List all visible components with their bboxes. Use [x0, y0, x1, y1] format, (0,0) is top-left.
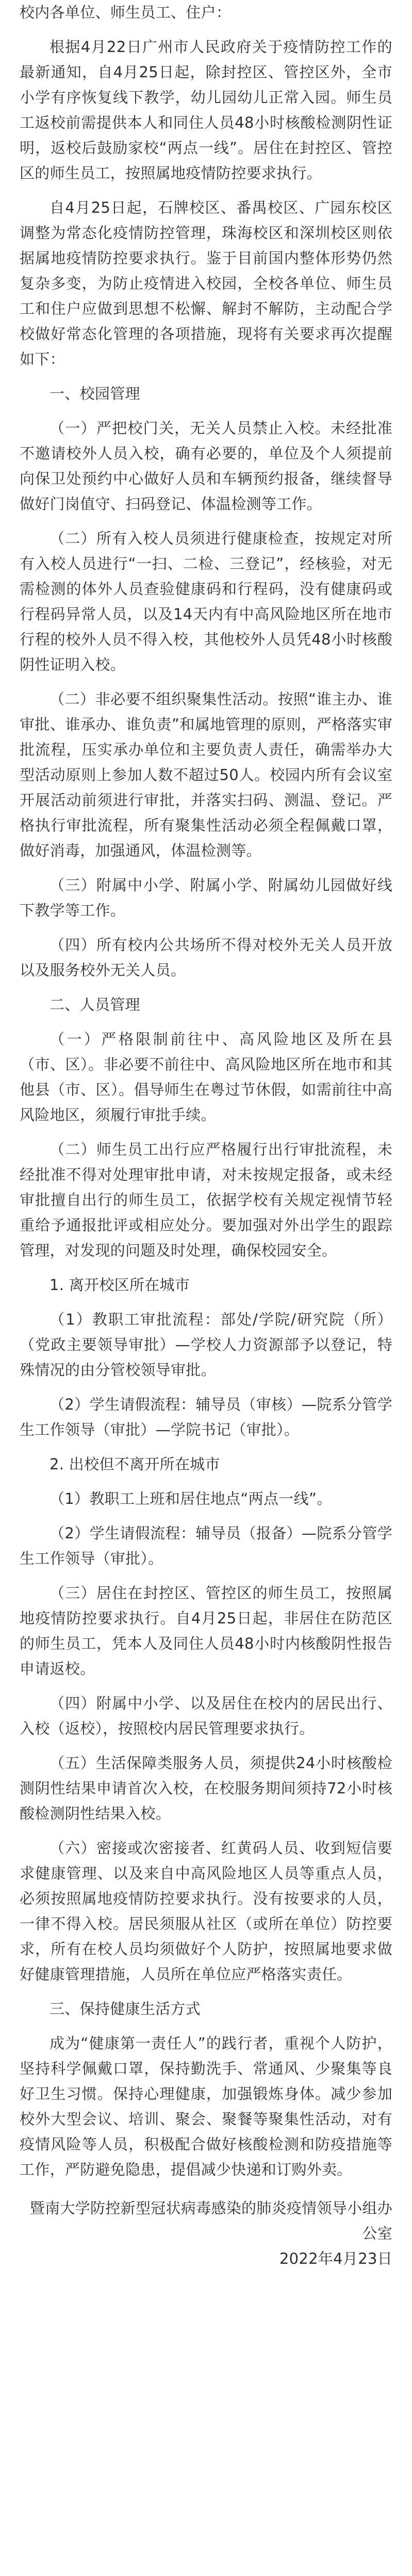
- leave-city-student-process: （2）学生请假流程：辅导员（审核）—院系分管学生工作领导（审批）—学院书记（审批）。: [20, 1396, 392, 1438]
- signature-block: [20, 2196, 392, 2272]
- campus-rule-4: （三）附属中小学、附属小学、附属幼儿园做好线下教学等工作。: [20, 876, 392, 919]
- stay-in-city-student-process: （2）学生请假流程：辅导员（报备）—院系分管学生工作领导（审批）。: [20, 1524, 392, 1567]
- campus-rule-3: （二）非必要不组织聚集性活动。按照“谁主办、谁审批、谁承办、谁负责”和属地管理的原则，严格落实审批流程，压实承办单位和主要负责人责任，确需举办大型活动原则上参加人数不超过50人。校园内所有会议室开展活动前须进行审批，并落实扫码、测温、登记。严格执行审批流程，所有聚集性活动必须全程佩戴口罩，做好消毒，加强通风，体温检测等。: [20, 690, 392, 859]
- section-heading-personnel-management: 二、人员管理: [50, 996, 140, 1013]
- personnel-rule-3: （三）居住在封控区、管控区的师生员工，按照属地疫情防控要求执行。自4月25日起，非居住在防范区的师生员工，凭本人及同住人员48小时内核酸阴性报告申请返校。: [20, 1584, 392, 1677]
- salutation: 校内各单位、师生员工、住户：: [20, 4, 232, 21]
- campus-rule-1: （一）严把校门关，无关人员禁止入校。未经批准不邀请校外人员入校，确有必要的，单位及个人须提前向保卫处预约中心做好人员和车辆预约报备，继续督导做好门岗值守、扫码登记、体温检测等工作。: [20, 419, 392, 513]
- personnel-rule-2: （二）师生员工出行应严格履行出行审批流程，未经批准不得对处理审批申请，对未按规定报备，或未经审批擅自出行的师生员工，依据学校有关规定视情节轻重给予通报批评或相应处分。要加强对外出学生的跟踪管理，对发现的问题及时处理，确保校园安全。: [20, 1141, 392, 1259]
- personnel-rule-6: （六）密接或次密接者、红黄码人员、收到短信要求健康管理、以及来自中高风险地区人员等重点人员，必须按照属地疫情防控要求执行。没有按要求的人员，一律不得入校。居民须服从社区（或所在单位）防控要求，所有在校人员均须做好个人防护，按照属地要求做好健康管理措施，人员所在单位应严格落实责任。: [20, 1839, 392, 1983]
- leave-city-staff-process: （1）教职工审批流程：部处/学院/研究院（所）（党政主要领导审批）—学校人力资源部予以登记，特殊情况的由分管校领导审批。: [20, 1311, 392, 1379]
- campus-rule-2: （二）所有入校人员须进行健康检查，按规定对所有入校人员进行“一扫、二检、三登记”，经核验，对无需检测的体外人员查验健康码和行程码，没有健康码或行程码异常人员，以及14天内有中高风险地区所在地市行程的校外人员不得入校，其他校外人员凭48小时核酸阴性证明入校。: [20, 530, 392, 673]
- notice-paragraph-2: 自4月25日起，石牌校区、番禺校区、广园东校区调整为常态化疫情防控管理，珠海校区和深圳校区则依据属地疫情防控要求执行。鉴于目前国内整体形势仍然复杂多变，为防止疫情进入校园，全校各单位、师生员工和住户应做到思想不松懈、解封不解防，主动配合学校做好常态化管理的各项措施，现将有关要求再次提醒如下：: [20, 199, 392, 368]
- personnel-rule-4: （四）附属中小学、以及居住在校内的居民出行、入校（返校），按照校内居民管理要求执行。: [20, 1694, 392, 1737]
- personnel-rule-1: （一）严格限制前往中、高风险地区及所在县（市、区）。非必要不前往中、高风险地区所在地市和其他县（市、区）。倡导师生在粤过节休假，如需前往中高风险地区，须履行审批手续。: [20, 1030, 392, 1124]
- notice-paragraph-1: 根据4月22日广州市人民政府关于疫情防控工作的最新通知，自4月25日起，除封控区、管控区外，全市小学有序恢复线下教学，幼儿园幼儿正常入园。师生员工返校前需提供本人和同住人员48小时核酸检测阴性证明，返校后鼓励家校“两点一线”。居住在封控区、管控区的师生员工，按照属地疫情防控要求执行。: [20, 38, 392, 182]
- section-heading-campus-management: 一、校园管理: [50, 385, 140, 402]
- issue-date: 2022年4月23日: [279, 2250, 392, 2267]
- issuing-organization: 暨南大学防控新型冠状病毒感染的肺炎疫情领导小组办公室: [29, 2199, 392, 2242]
- stay-in-city-staff-rule: （1）教职工上班和居住地点“两点一线”。: [50, 1490, 332, 1507]
- personnel-rule-5: （五）生活保障类服务人员，须提供24小时核酸检测阴性结果申请首次入校，在校服务期间须持72小时核酸检测阴性结果入校。: [20, 1754, 392, 1822]
- campus-rule-5: （四）所有校内公共场所不得对校外无关人员开放以及服务校外无关人员。: [20, 936, 392, 979]
- subheading-leave-city: 1. 离开校区所在城市: [50, 1276, 190, 1294]
- subheading-stay-in-city: 2. 出校但不离开所在城市: [50, 1455, 220, 1473]
- section-heading-healthy-lifestyle: 三、保持健康生活方式: [50, 2000, 201, 2018]
- healthy-lifestyle-paragraph: 成为“健康第一责任人”的践行者，重视个人防护，坚持科学佩戴口罩，保持勤洗手、常通风、少聚集等良好卫生习惯。保持心理健康，加强锻炼身体。减少参加校外大型会议、培训、聚会、聚餐等聚集性活动，对有疫情风险等人员，积极配合做好核酸检测和防疫措施等工作，严防避免隐患，提倡减少快递和订购外卖。: [20, 2035, 392, 2178]
